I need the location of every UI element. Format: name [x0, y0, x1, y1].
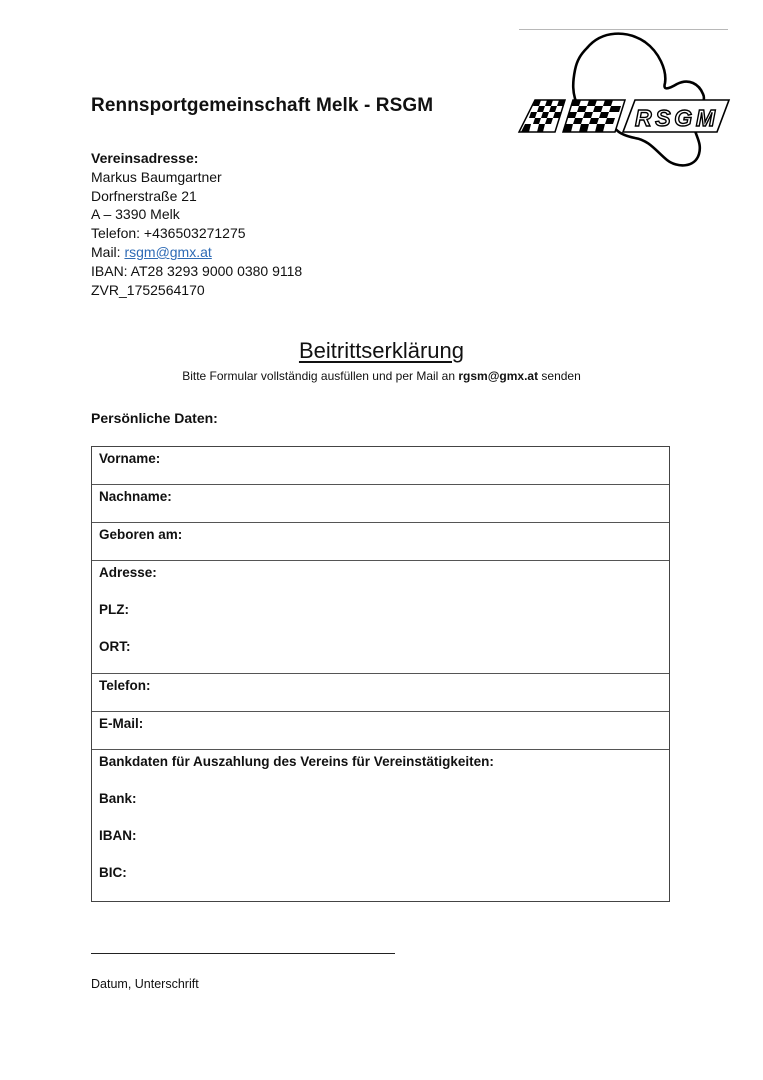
field-email[interactable] — [92, 712, 669, 750]
field-label: Nachname: — [99, 489, 172, 504]
field-label-bank: Bank: — [99, 791, 137, 806]
field-label-bic: BIC: — [99, 865, 127, 880]
field-telefon[interactable] — [92, 674, 669, 712]
field-label: E-Mail: — [99, 716, 144, 731]
field-label: Telefon: — [99, 678, 151, 693]
section-heading: Persönliche Daten: — [91, 410, 218, 426]
document-title: Beitrittserklärung — [298, 338, 465, 363]
field-vorname[interactable] — [92, 447, 669, 485]
field-label: Geboren am: — [99, 527, 183, 542]
mail-link[interactable]: rsgm@gmx.at — [124, 243, 212, 260]
field-bank-group[interactable] — [92, 750, 669, 901]
mail-line — [91, 243, 302, 262]
field-label-adresse: Adresse: — [99, 565, 157, 580]
zvr-number: ZVR_1752564170 — [91, 281, 205, 298]
field-label: Vorname: — [99, 451, 161, 466]
club-address-block — [91, 149, 302, 299]
street: Dorfnerstraße 21 — [91, 187, 197, 204]
mail-label: Mail: — [91, 243, 125, 260]
field-nachname[interactable] — [92, 485, 669, 523]
field-label-iban: IBAN: — [99, 828, 137, 843]
instruction-prefix: Bitte Formular vollständig ausfüllen und per Mail an — [182, 369, 459, 383]
field-label-plz: PLZ: — [99, 602, 129, 617]
checkered-flag-icon — [519, 100, 625, 132]
field-label-ort: ORT: — [99, 639, 131, 654]
instruction-email: rgsm@gmx.at — [458, 369, 539, 383]
rsgm-logo — [517, 28, 731, 174]
instruction-text — [0, 369, 763, 383]
address-heading: Vereinsadresse: — [91, 150, 199, 166]
signature-label: Datum, Unterschrift — [91, 977, 199, 991]
logo-text: RSGM — [635, 105, 715, 131]
iban: IBAN: AT28 3293 9000 0380 9118 — [91, 262, 303, 279]
personal-data-form — [91, 446, 670, 902]
signature-line[interactable] — [91, 953, 395, 954]
field-geboren[interactable] — [92, 523, 669, 561]
instruction-suffix: senden — [538, 369, 581, 383]
phone: Telefon: +436503271275 — [91, 225, 246, 242]
city: A – 3390 Melk — [91, 206, 180, 223]
organization-title: Rennsportgemeinschaft Melk - RSGM — [91, 95, 434, 116]
field-address-group[interactable] — [92, 561, 669, 674]
contact-name: Markus Baumgartner — [91, 168, 222, 185]
field-label-bank-heading: Bankdaten für Auszahlung des Vereins für Vereinstätigkeiten: — [99, 754, 494, 769]
